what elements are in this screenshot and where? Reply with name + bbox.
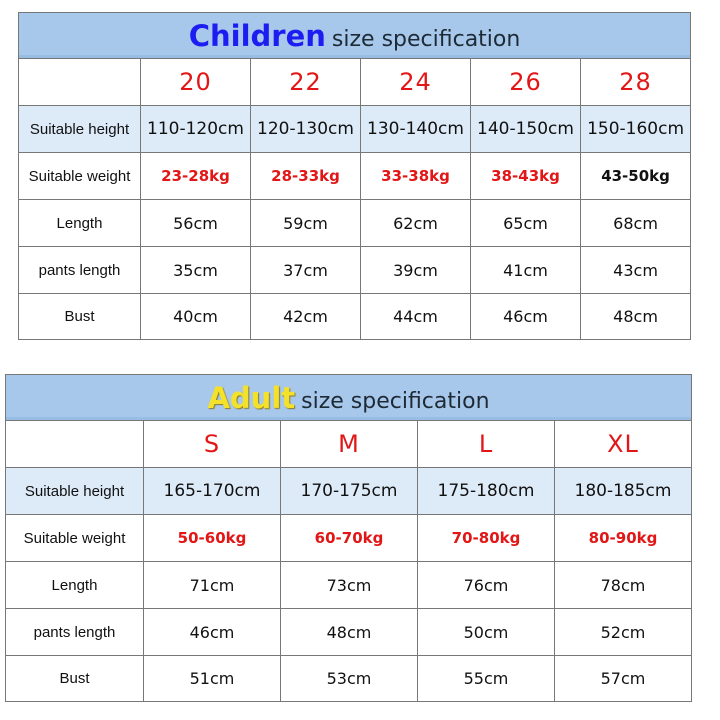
row-label: Bust	[19, 294, 141, 340]
children-weight-row	[19, 153, 691, 200]
adult-size-xl: XL	[555, 421, 692, 468]
table-cell: 53cm	[281, 656, 418, 702]
table-cell: 50cm	[418, 609, 555, 656]
row-label: Length	[19, 200, 141, 247]
table-cell: 165-170cm	[144, 468, 281, 515]
table-cell: 70-80kg	[418, 515, 555, 562]
table-cell: 170-175cm	[281, 468, 418, 515]
children-length-row	[19, 200, 691, 247]
table-cell: 80-90kg	[555, 515, 692, 562]
table-cell: 55cm	[418, 656, 555, 702]
adult-length-row	[6, 562, 692, 609]
children-size-22: 22	[251, 59, 361, 106]
adult-pants-length-row	[6, 609, 692, 656]
table-cell: 68cm	[581, 200, 691, 247]
table-cell: 41cm	[471, 247, 581, 294]
adult-size-l: L	[418, 421, 555, 468]
row-label: Suitable weight	[19, 153, 141, 200]
row-label: Suitable height	[19, 106, 141, 153]
table-cell: 140-150cm	[471, 106, 581, 153]
adult-size-header-row	[6, 421, 692, 468]
adult-bust-row	[6, 656, 692, 702]
table-cell: 38-43kg	[471, 153, 581, 200]
table-cell: 76cm	[418, 562, 555, 609]
table-cell: 23-28kg	[141, 153, 251, 200]
adult-size-m: M	[281, 421, 418, 468]
table-cell: 120-130cm	[251, 106, 361, 153]
children-title-rest: size specification	[331, 26, 521, 52]
adult-title	[6, 375, 692, 421]
row-label: Bust	[6, 656, 144, 702]
table-cell: 130-140cm	[361, 106, 471, 153]
table-cell: 78cm	[555, 562, 692, 609]
table-cell: 56cm	[141, 200, 251, 247]
table-cell: 48cm	[581, 294, 691, 340]
adult-corner-cell	[6, 421, 144, 468]
children-title-highlight: Children	[188, 18, 326, 53]
row-label: Suitable height	[6, 468, 144, 515]
adult-size-table	[5, 374, 692, 702]
table-cell: 46cm	[144, 609, 281, 656]
table-cell: 28-33kg	[251, 153, 361, 200]
adult-size-s: S	[144, 421, 281, 468]
table-cell: 50-60kg	[144, 515, 281, 562]
table-cell: 40cm	[141, 294, 251, 340]
children-bust-row	[19, 294, 691, 340]
table-cell: 57cm	[555, 656, 692, 702]
table-cell: 175-180cm	[418, 468, 555, 515]
adult-title-highlight: Adult	[207, 380, 296, 415]
table-cell: 33-38kg	[361, 153, 471, 200]
table-cell: 62cm	[361, 200, 471, 247]
table-cell: 35cm	[141, 247, 251, 294]
table-cell: 60-70kg	[281, 515, 418, 562]
table-cell: 39cm	[361, 247, 471, 294]
children-corner-cell	[19, 59, 141, 106]
adult-weight-row	[6, 515, 692, 562]
table-cell: 52cm	[555, 609, 692, 656]
table-cell: 51cm	[144, 656, 281, 702]
children-size-header-row	[19, 59, 691, 106]
table-cell: 48cm	[281, 609, 418, 656]
table-cell: 110-120cm	[141, 106, 251, 153]
row-label: Length	[6, 562, 144, 609]
table-cell: 46cm	[471, 294, 581, 340]
children-size-20: 20	[141, 59, 251, 106]
table-cell: 37cm	[251, 247, 361, 294]
table-cell: 43cm	[581, 247, 691, 294]
children-height-row	[19, 106, 691, 153]
table-cell: 71cm	[144, 562, 281, 609]
table-cell: 42cm	[251, 294, 361, 340]
adult-height-row	[6, 468, 692, 515]
children-pants-length-row	[19, 247, 691, 294]
table-cell: 180-185cm	[555, 468, 692, 515]
adult-title-rest: size specification	[301, 388, 490, 414]
children-size-24: 24	[361, 59, 471, 106]
table-cell: 150-160cm	[581, 106, 691, 153]
row-label: Suitable weight	[6, 515, 144, 562]
children-size-26: 26	[471, 59, 581, 106]
table-cell: 59cm	[251, 200, 361, 247]
table-cell: 65cm	[471, 200, 581, 247]
table-cell: 43-50kg	[581, 153, 691, 200]
table-cell: 73cm	[281, 562, 418, 609]
table-cell: 44cm	[361, 294, 471, 340]
children-size-28: 28	[581, 59, 691, 106]
row-label: pants length	[19, 247, 141, 294]
row-label: pants length	[6, 609, 144, 656]
children-title	[19, 13, 691, 59]
children-size-table	[18, 12, 691, 340]
